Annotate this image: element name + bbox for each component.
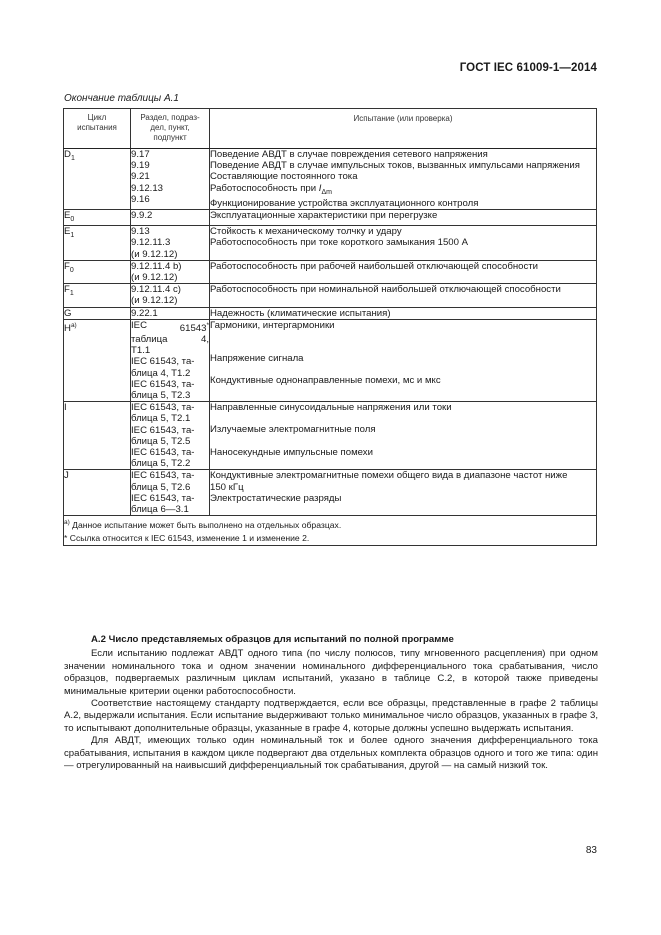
cycle-cell: $H^{а)}$: [64, 319, 131, 401]
table-row: [64, 260, 597, 283]
cycle-cell: $F_0$: [64, 260, 131, 283]
cycle-cell: G: [64, 307, 131, 319]
table-row: [64, 402, 597, 470]
test-cell: Работоспособность при рабочей наибольшей отключающей способности: [210, 260, 597, 283]
section-a2: [64, 634, 598, 772]
cycle-cell: J: [64, 470, 131, 516]
section-cell: 9.12.11.4 c) (и 9.12.12): [131, 284, 210, 307]
table-row: [64, 319, 597, 401]
column-header-cycle: Цикл испытания: [64, 109, 131, 149]
section-cell: 9.13 9.12.11.3 (и 9.12.12): [131, 226, 210, 261]
footnote-a: $^{а)}$ Данное испытание может быть выполнено на отдельных образцах.: [64, 519, 342, 531]
cycle-cell: I: [64, 402, 131, 470]
test-cell: Эксплуатационные характеристики при перегрузке: [210, 210, 597, 226]
table-row: [64, 284, 597, 307]
table-header-row: [64, 109, 597, 149]
footnote-star: * Ссылка относится к IEC 61543, изменение 1 и изменение 2.: [64, 533, 310, 544]
table-footnotes: [64, 516, 597, 546]
section-cell: 9.17 9.19 9.21 9.12.13 9.16: [131, 149, 210, 210]
table-notes-row: [64, 516, 597, 546]
section-cell: 9.12.11.4 b) (и 9.12.12): [131, 260, 210, 283]
table-row: [64, 470, 597, 516]
test-cell: Стойкость к механическому толчку и удару Работоспособность при токе короткого замыкания 1500 А: [210, 226, 597, 261]
cycle-cell: $E_1$: [64, 226, 131, 261]
test-cell: Направленные синусоидальные напряжения или токи Излучаемые электромагнитные поля Наносекундные импульсные помехи: [210, 402, 597, 470]
cycle-cell: $D_1$: [64, 149, 131, 210]
table-caption: Окончание таблицы А.1: [64, 93, 179, 104]
section-cell: IEC 61543, та- блица 5, Т2.1 IEC 61543, та- блица 5, Т2.5 IEC 61543, та- блица 5, Т2.2: [131, 402, 210, 470]
test-cell: Гармоники, интергармоники Напряжение сигнала Кондуктивные однонаправленные помехи, мс и мкс: [210, 319, 597, 401]
section-cell: IEC 61543, та- блица 5, Т2.6 IEC 61543, та- блица 6—3.1: [131, 470, 210, 516]
test-cell: Работоспособность при номинальной наибольшей отключающей способности: [210, 284, 597, 307]
column-header-section: Раздел, подраз- дел, пункт, подпункт: [131, 109, 210, 149]
cycle-cell: $E_0$: [64, 210, 131, 226]
page-number: 83: [585, 845, 597, 856]
test-cell: Поведение АВДТ в случае повреждения сетевого напряжения Поведение АВДТ в случае импульсных токов, вызванных импульсами напряжения Составляющие постоянного тока Работоспособность при $I_{\Delta m}$ Функционирование устройства эксплуатационного контроля: [210, 149, 597, 210]
document-standard-header: ГОСТ IEC 61009-1—2014: [459, 62, 597, 74]
table-row: [64, 149, 597, 210]
section-cell: IEC 61543* таблица 4, Т1.1 IEC 61543, та- блица 4, Т1.2 IEC 61543, та- блица 5, Т2.3: [131, 319, 209, 402]
table-row: [64, 210, 597, 226]
paragraph: Для АВДТ, имеющих только один номинальный ток и более одного значения дифференциального тока срабатывания, испытания в каждом цикле подвергают два отдельных комплекта образцов одного и того же типа: один — отрегулированный на наивысший дифференциальный ток срабатывания, другой — на самый низкий ток.: [64, 735, 598, 772]
test-cell: Надежность (климатические испытания): [210, 307, 597, 319]
section-title: А.2 Число представляемых образцов для испытаний по полной программе: [91, 634, 454, 645]
test-cell: Кондуктивные электромагнитные помехи общего вида в диапазоне частот ниже 150 кГц Электростатические разряды: [210, 470, 597, 516]
table-row: [64, 307, 597, 319]
paragraph: Соответствие настоящему стандарту подтверждается, если все образцы, представленные в графе 2 таблицы А.2, выдержали испытания. Если испытание выдерживают только минимальное число образцов, указанных в графе 3, то испытывают дополнительные образцы, указанные в графе 4, которые должны успешно выдержать испытания.: [64, 698, 598, 734]
test-cycles-table: [63, 108, 597, 546]
section-cell: 9.9.2: [131, 210, 210, 226]
paragraph: Если испытанию подлежат АВДТ одного типа (по числу полюсов, типу мгновенного расцепления) при одном значении номинального тока и одном значении номинального дифференциального тока срабатывания, число образцов, подвергаемых различным циклам испытаний, указано в таблице С.2, в которой также приведены минимальные критерии оценки работоспособности.: [64, 648, 598, 697]
column-header-test: Испытание (или проверка): [210, 109, 597, 149]
section-cell: 9.22.1: [131, 307, 210, 319]
table-row: [64, 226, 597, 261]
cycle-cell: $F_1$: [64, 284, 131, 307]
